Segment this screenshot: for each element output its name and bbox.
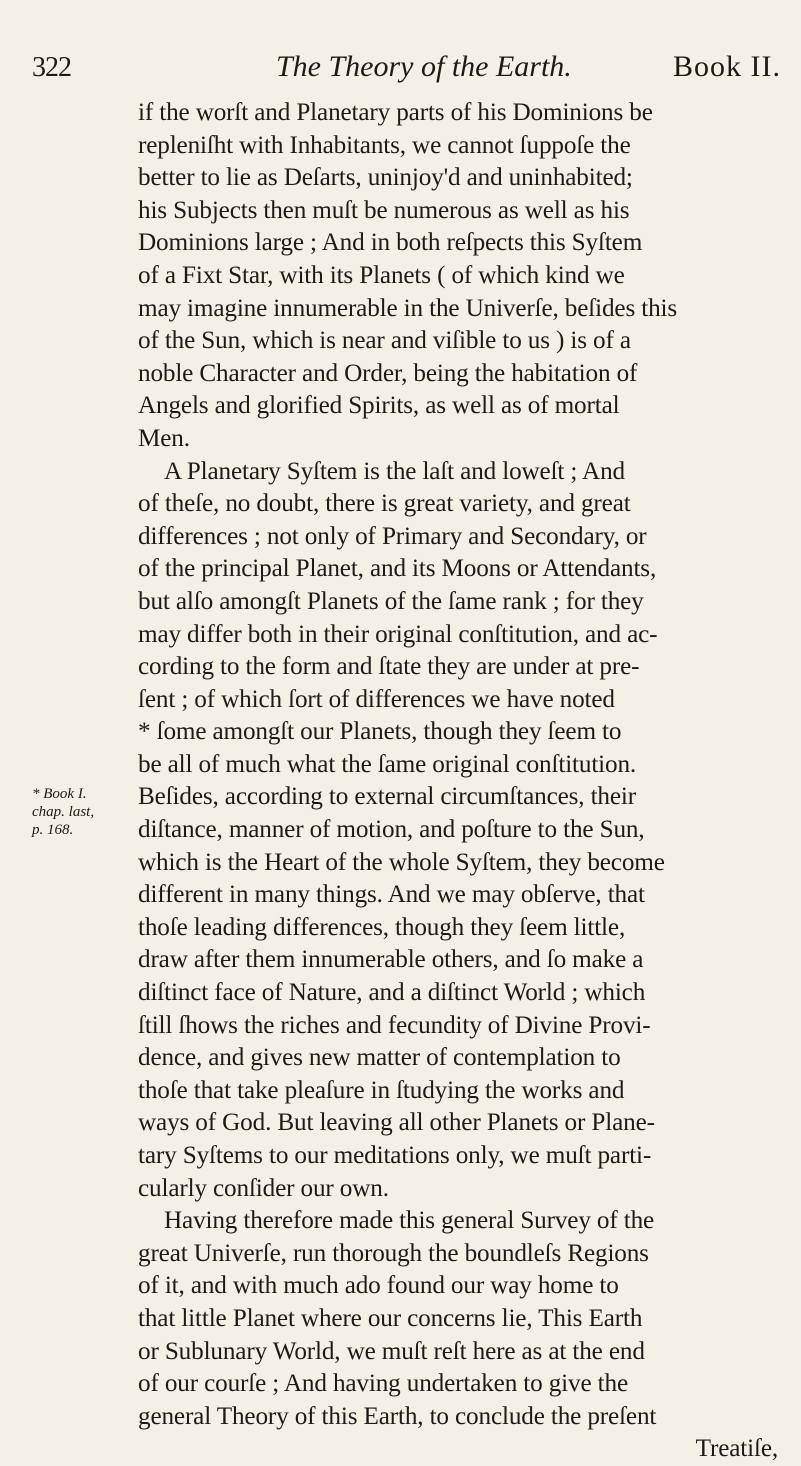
text-line: of theſe, no doubt, there is great variety, and great bbox=[138, 490, 631, 518]
text-line: ſent ; of which ſort of differences we have noted bbox=[138, 685, 615, 713]
text-line: Men. bbox=[138, 424, 190, 452]
text-line: of the principal Planet, and its Moons or Attendants, bbox=[138, 555, 657, 583]
margin-note-line: p. 168. bbox=[32, 822, 74, 838]
body-text bbox=[138, 97, 778, 1466]
text-line: Dominions large ; And in both reſpects this Syſtem bbox=[138, 229, 643, 257]
text-line: but alſo amongſt Planets of the ſame rank ; for they bbox=[138, 587, 644, 615]
text-line: diſtance, manner of motion, and poſture to the Sun, bbox=[138, 816, 645, 844]
margin-note-line: * Book I. bbox=[32, 786, 87, 802]
text-line: may imagine innumerable in the Univerſe, beſides this bbox=[138, 294, 678, 322]
page-number: 322 bbox=[32, 52, 71, 83]
text-line: of the Sun, which is near and viſible to us ) is of a bbox=[138, 327, 631, 355]
text-line: * ſome amongſt our Planets, though they ſeem to bbox=[138, 718, 622, 746]
text-line: that little Planet where our concerns lie, This Earth bbox=[138, 1304, 643, 1332]
text-line: which is the Heart of the whole Syſtem, they become bbox=[138, 848, 665, 876]
text-line: Angels and glorified Spirits, as well as of mortal bbox=[138, 392, 620, 420]
margin-note bbox=[32, 785, 95, 839]
text-line: great Univerſe, run thorough the boundleſs Regions bbox=[138, 1239, 649, 1267]
text-line: dence, and gives new matter of contemplation to bbox=[138, 1044, 621, 1072]
text-line: general Theory of this Earth, to conclude the preſent bbox=[138, 1402, 657, 1430]
text-line: if the worſt and Planetary parts of his Dominions be bbox=[138, 99, 653, 126]
text-line: thoſe that take pleaſure in ſtudying the works and bbox=[138, 1076, 625, 1104]
text-line: may differ both in their original conſtitution, and ac- bbox=[138, 620, 658, 648]
margin-note-line: chap. last, bbox=[32, 804, 95, 820]
text-line: differences ; not only of Primary and Secondary, or bbox=[138, 522, 647, 550]
text-line: or Sublunary World, we muſt reſt here as at the end bbox=[138, 1337, 645, 1365]
running-title: The Theory of the Earth. bbox=[276, 50, 572, 83]
text-line: ways of God. But leaving all other Planets or Plane- bbox=[138, 1109, 655, 1137]
text-line: cording to the form and ſtate they are under at pre- bbox=[138, 653, 640, 681]
text-line: diſtinct face of Nature, and a diſtinct World ; which bbox=[138, 979, 646, 1007]
text-line: Beſides, according to external circumſtances, their bbox=[138, 783, 636, 811]
book-label: Book II. bbox=[673, 50, 781, 83]
text-line: be all of much what the ſame original conſtitution. bbox=[138, 750, 637, 778]
text-line: thoſe leading differences, though they ſeem little, bbox=[138, 913, 626, 941]
text-line: better to lie as Deſarts, uninjoy'd and uninhabited; bbox=[138, 164, 633, 192]
text-line: different in many things. And we may obſerve, that bbox=[138, 881, 645, 909]
text-line: of our courſe ; And having undertaken to give the bbox=[138, 1370, 628, 1398]
text-line: of a Fixt Star, with its Planets ( of which kind we bbox=[138, 261, 625, 289]
text-line: of it, and with much ado found our way home to bbox=[138, 1272, 619, 1300]
text-line: tary Syſtems to our meditations only, we muſt parti- bbox=[138, 1142, 652, 1169]
paragraph-start-line: A Planetary Syſtem is the laſt and loweſt ; And bbox=[164, 457, 625, 485]
text-line: his Subjects then muſt be numerous as well as his bbox=[138, 196, 630, 224]
text-line: cularly conſider our own. bbox=[138, 1174, 389, 1202]
text-line: noble Character and Order, being the habitation of bbox=[138, 359, 638, 387]
catchword: Treatiſe, bbox=[695, 1435, 778, 1463]
text-line: draw after them innumerable others, and ſo make a bbox=[138, 946, 644, 974]
text-line: ſtill ſhows the riches and fecundity of Divine Provi- bbox=[138, 1011, 651, 1039]
paragraph-start-line: Having therefore made this general Survey of the bbox=[164, 1207, 655, 1235]
text-line: repleniſht with Inhabitants, we cannot ſuppoſe the bbox=[138, 131, 631, 159]
